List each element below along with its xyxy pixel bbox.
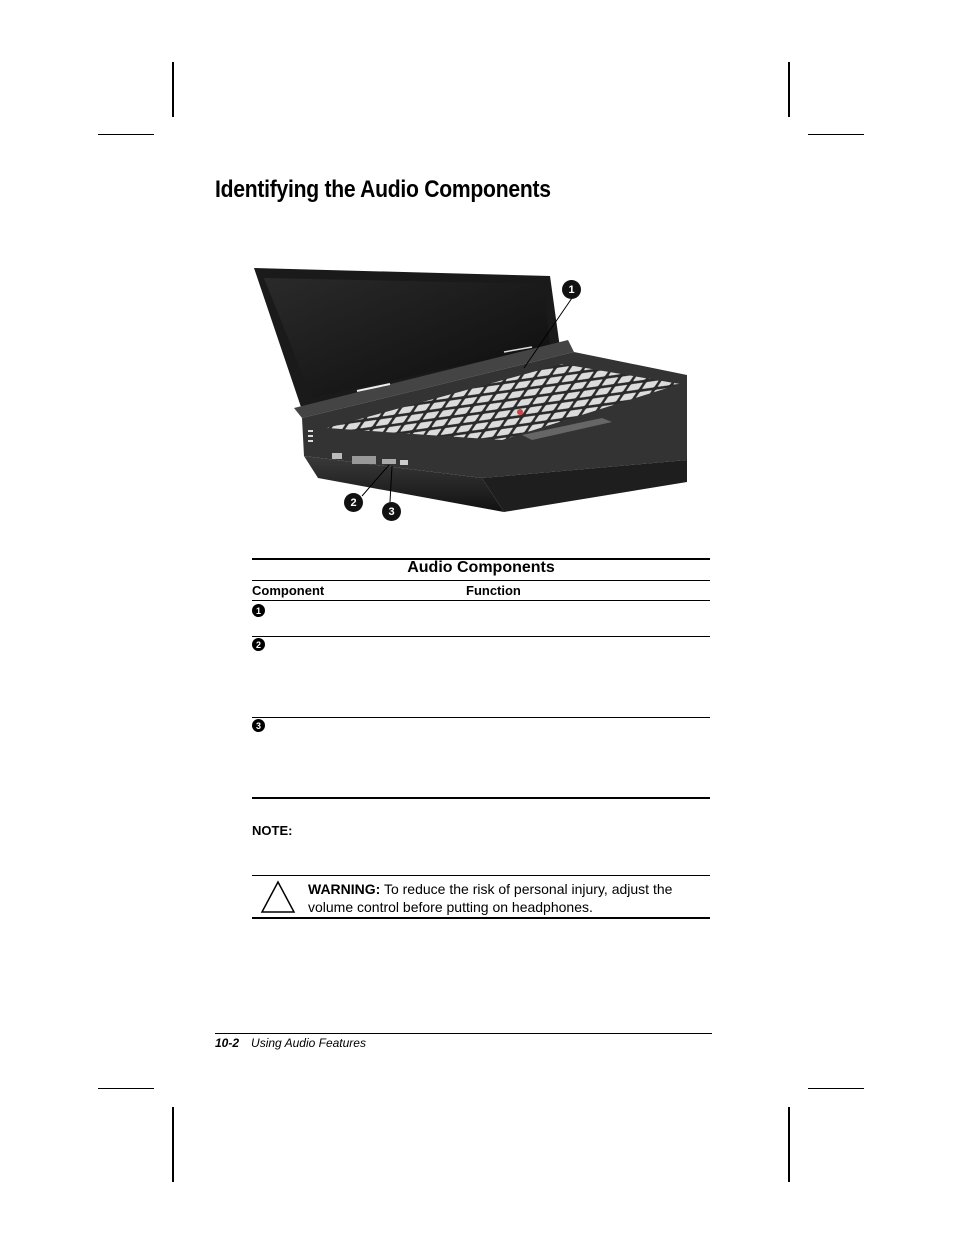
crop-mark [98, 134, 154, 135]
laptop-illustration [232, 260, 702, 545]
table-row-rule [252, 717, 710, 718]
crop-mark [98, 1088, 154, 1089]
table-bottom-rule [252, 797, 710, 799]
table-row-rule [252, 636, 710, 637]
note-label: NOTE: [252, 823, 293, 838]
warning-label: WARNING: [308, 881, 381, 897]
crop-mark [808, 1088, 864, 1089]
warning-top-rule [252, 875, 710, 876]
table-row-marker-1: 1 [252, 604, 265, 617]
table-title: Audio Components [407, 559, 555, 576]
section-title: Using Audio Features [251, 1036, 366, 1050]
warning-triangle-icon [260, 880, 296, 914]
table-header-rule [252, 600, 710, 601]
warning-text [308, 880, 708, 916]
footer-rule [215, 1033, 712, 1034]
page-footer [215, 1036, 366, 1050]
warning-bottom-rule [252, 917, 710, 919]
callout-3: 3 [382, 502, 401, 521]
table-row-marker-3: 3 [252, 719, 265, 732]
callout-1: 1 [562, 280, 581, 299]
table-title-rule [252, 580, 710, 581]
crop-mark [788, 62, 790, 117]
crop-mark [172, 1107, 174, 1182]
warning-body: To reduce the risk of personal injury, adjust the volume control before putting on headphones. [308, 881, 673, 915]
crop-mark [172, 62, 174, 117]
page-title: Identifying the Audio Components [215, 176, 551, 203]
table-row-marker-2: 2 [252, 638, 265, 651]
column-header-component: Component [252, 583, 325, 598]
crop-mark [788, 1107, 790, 1182]
page-number: 10-2 [215, 1036, 240, 1050]
callout-2: 2 [344, 493, 363, 512]
column-header-function: Function [466, 583, 521, 598]
crop-mark [808, 134, 864, 135]
laptop-illustration-svg [232, 260, 702, 545]
